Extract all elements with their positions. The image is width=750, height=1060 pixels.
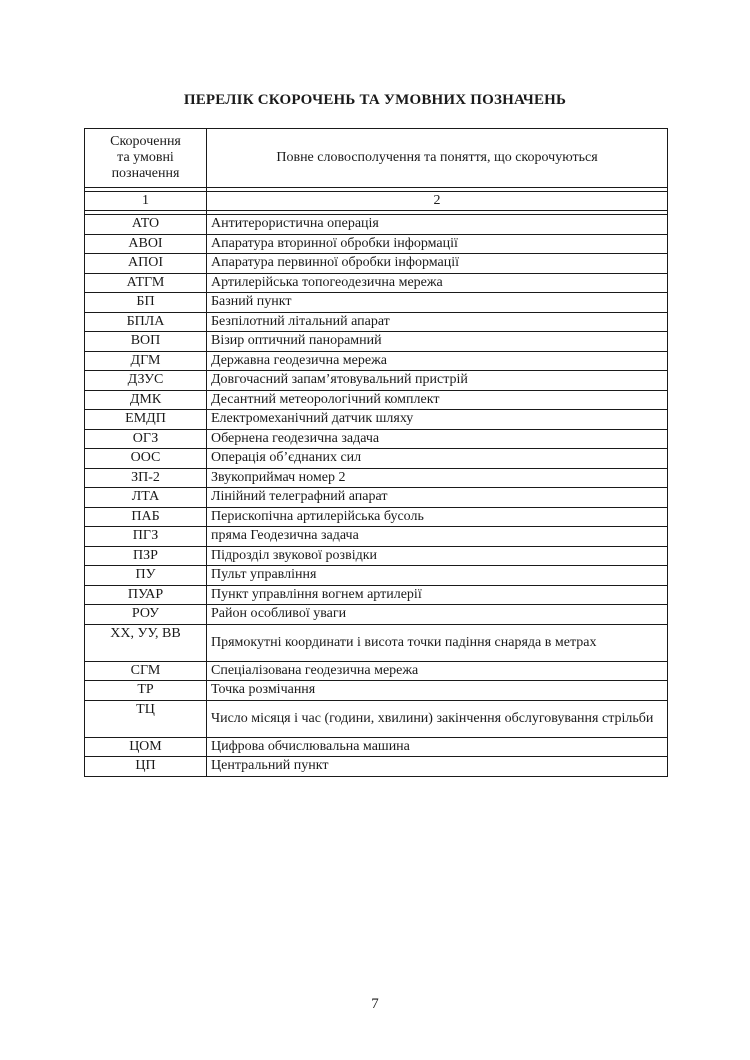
full-meaning-cell: Апаратура вторинної обробки інформації (207, 234, 668, 254)
abbreviation-cell: ДЗУС (85, 371, 207, 391)
full-meaning-cell: Пункт управління вогнем артилерії (207, 585, 668, 605)
table-row (85, 410, 668, 430)
abbreviation-cell: ХХ, УУ, ВВ (85, 624, 207, 661)
table-row (85, 585, 668, 605)
full-meaning-cell: Операція об’єднаних сил (207, 449, 668, 469)
table-row (85, 700, 668, 737)
table-row (85, 546, 668, 566)
table-row (85, 507, 668, 527)
full-meaning-cell: Перископічна артилерійська бусоль (207, 507, 668, 527)
table-row (85, 351, 668, 371)
abbreviation-cell: АТО (85, 215, 207, 235)
full-meaning-cell: Район особливої уваги (207, 605, 668, 625)
full-meaning-cell: Базний пункт (207, 293, 668, 313)
abbreviation-cell: ЕМДП (85, 410, 207, 430)
abbreviation-cell: ДМК (85, 390, 207, 410)
full-meaning-cell: Державна геодезична мережа (207, 351, 668, 371)
table-row (85, 449, 668, 469)
abbreviation-cell: БПЛА (85, 312, 207, 332)
abbreviation-cell: СГМ (85, 661, 207, 681)
full-meaning-cell: Візир оптичний панорамний (207, 332, 668, 352)
header-abbreviation-line: Скорочення (110, 134, 181, 149)
full-meaning-cell: Прямокутні координати і висота точки падіння снаряда в метрах (207, 624, 668, 661)
abbreviation-cell: ВОП (85, 332, 207, 352)
abbreviation-cell: ПЗР (85, 546, 207, 566)
full-meaning-cell: Десантний метеорологічний комплект (207, 390, 668, 410)
table-row (85, 527, 668, 547)
full-meaning-cell: Пульт управління (207, 566, 668, 586)
abbreviation-cell: АВОІ (85, 234, 207, 254)
abbreviation-cell: ООС (85, 449, 207, 469)
header-full-meaning: Повне словосполучення та поняття, що скорочуються (207, 129, 668, 188)
page-title: ПЕРЕЛІК СКОРОЧЕНЬ ТА УМОВНИХ ПОЗНАЧЕНЬ (183, 92, 567, 108)
abbreviation-cell: ЛТА (85, 488, 207, 508)
table-row (85, 661, 668, 681)
full-meaning-cell: Безпілотний літальний апарат (207, 312, 668, 332)
table-row (85, 468, 668, 488)
header-abbreviation (85, 129, 207, 188)
full-meaning-cell: Електромеханічний датчик шляху (207, 410, 668, 430)
table-row (85, 371, 668, 391)
full-meaning-cell: Підрозділ звукової розвідки (207, 546, 668, 566)
abbreviation-cell: ТЦ (85, 700, 207, 737)
full-meaning-cell: Спеціалізована геодезична мережа (207, 661, 668, 681)
full-meaning-cell: Лінійний телеграфний апарат (207, 488, 668, 508)
table-row (85, 234, 668, 254)
full-meaning-cell: Обернена геодезична задача (207, 429, 668, 449)
table-row (85, 215, 668, 235)
full-meaning-cell: Центральний пункт (207, 757, 668, 777)
abbreviation-cell: ПУАР (85, 585, 207, 605)
abbreviation-cell: ЦОМ (85, 737, 207, 757)
table-row (85, 566, 668, 586)
page-number: 7 (371, 996, 379, 1012)
full-meaning-cell: Точка розмічання (207, 681, 668, 701)
table-row (85, 681, 668, 701)
full-meaning-cell: Апаратура первинної обробки інформації (207, 254, 668, 274)
abbreviation-cell: БП (85, 293, 207, 313)
abbreviations-table (84, 128, 668, 777)
full-meaning-cell: пряма Геодезична задача (207, 527, 668, 547)
table-row (85, 737, 668, 757)
abbreviation-cell: ДГМ (85, 351, 207, 371)
table-row (85, 332, 668, 352)
full-meaning-cell: Довгочасний запам’ятовувальний пристрій (207, 371, 668, 391)
table-row (85, 390, 668, 410)
abbreviation-cell: АТГМ (85, 273, 207, 293)
abbreviation-cell: ЦП (85, 757, 207, 777)
table-row (85, 254, 668, 274)
abbreviation-cell: ПАБ (85, 507, 207, 527)
abbreviation-cell: РОУ (85, 605, 207, 625)
abbreviation-cell: ОГЗ (85, 429, 207, 449)
table-row (85, 312, 668, 332)
column-number-2: 2 (207, 192, 668, 211)
abbreviation-cell: ПУ (85, 566, 207, 586)
table-row (85, 605, 668, 625)
table-row (85, 293, 668, 313)
full-meaning-cell: Артилерійська топогеодезична мережа (207, 273, 668, 293)
full-meaning-cell: Звукоприймач номер 2 (207, 468, 668, 488)
abbreviation-cell: ПГЗ (85, 527, 207, 547)
header-abbreviation-line: та умовні (117, 150, 174, 165)
table-row (85, 429, 668, 449)
full-meaning-cell: Число місяця і час (години, хвилини) закінчення обслуговування стрільби (207, 700, 668, 737)
table-row (85, 488, 668, 508)
column-number-1: 1 (85, 192, 207, 211)
table-row (85, 273, 668, 293)
table-row (85, 624, 668, 661)
full-meaning-cell: Антитерористична операція (207, 215, 668, 235)
column-number-row (85, 192, 668, 211)
abbreviation-cell: АПОІ (85, 254, 207, 274)
table-body (85, 215, 668, 777)
header-abbreviation-line: позначення (111, 166, 180, 181)
full-meaning-cell: Цифрова обчислювальна машина (207, 737, 668, 757)
table-row (85, 757, 668, 777)
abbreviation-cell: ТР (85, 681, 207, 701)
table-header-row (85, 129, 668, 188)
abbreviation-cell: ЗП-2 (85, 468, 207, 488)
